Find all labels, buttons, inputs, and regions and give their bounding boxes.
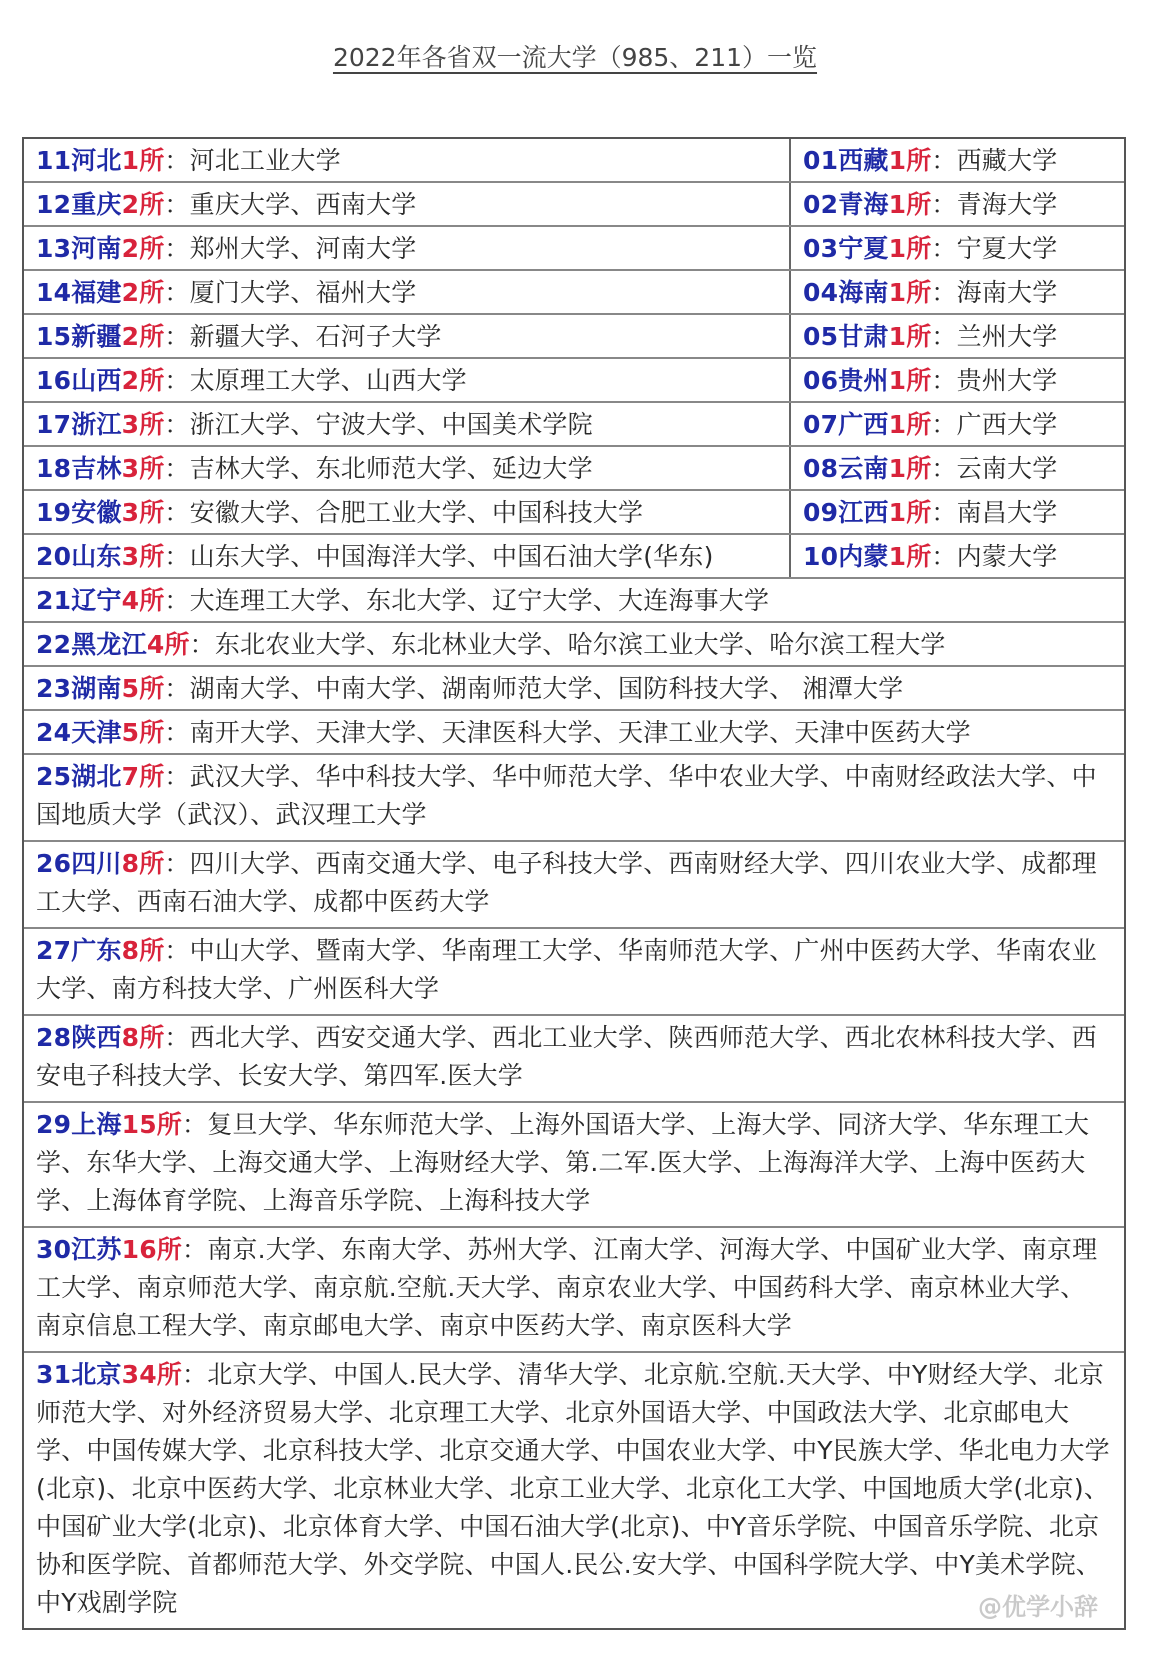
university-list: 厦门大学、福州大学 — [189, 278, 417, 307]
table-row — [24, 139, 1124, 181]
university-list: 内蒙大学 — [956, 542, 1058, 571]
university-list: 湖南大学、中南大学、湖南师范大学、国防科技大学、 湘潭大学 — [189, 674, 904, 703]
table-row — [24, 753, 1124, 840]
university-list: 重庆大学、西南大学 — [189, 190, 417, 219]
table-row — [24, 181, 1124, 225]
province-cell: 08云南1所：云南大学 — [803, 454, 1058, 483]
province-cell: 27广东8所：中山大学、暨南大学、华南理工大学、华南师范大学、广州中医药大学、华南农业大学、南方科技大学、广州医科大学 — [36, 936, 1097, 1003]
university-list: 复旦大学、华东师范大学、上海外国语大学、上海大学、同济大学、华东理工大学、东华大学、上海交通大学、上海财经大学、第.二军.医大学、上海海洋大学、上海中医药大学、上海体育学院、上海音乐学院、上海科技大学 — [36, 1110, 1090, 1215]
university-list: 广西大学 — [956, 410, 1058, 439]
page-title: 2022年各省双一流大学（985、211）一览 — [332, 43, 818, 72]
university-list: 太原理工大学、山西大学 — [189, 366, 467, 395]
province-cell: 11河北1所：河北工业大学 — [24, 139, 791, 181]
university-list: 西藏大学 — [956, 146, 1058, 175]
province-cell: 05甘肃1所：兰州大学 — [803, 322, 1058, 351]
table-row — [24, 1014, 1124, 1101]
table-row — [24, 1351, 1124, 1628]
table-row — [24, 357, 1124, 401]
university-list: 南京.大学、东南大学、苏州大学、江南大学、河海大学、中国矿业大学、南京理工大学、南京师范大学、南京航.空航.天大学、南京农业大学、中国药科大学、南京林业大学、南京信息工程大学、南京邮电大学、南京中医药大学、南京医科大学 — [36, 1235, 1098, 1340]
province-cell: 18吉林3所：吉林大学、东北师范大学、延边大学 — [24, 447, 791, 489]
province-cell: 21辽宁4所：大连理工大学、东北大学、辽宁大学、大连海事大学 — [36, 586, 770, 615]
university-list: 郑州大学、河南大学 — [189, 234, 417, 263]
university-list: 武汉大学、华中科技大学、华中师范大学、华中农业大学、中南财经政法大学、中国地质大学（武汉）、武汉理工大学 — [36, 762, 1097, 829]
table-row — [24, 225, 1124, 269]
university-list: 南昌大学 — [956, 498, 1058, 527]
province-cell: 24天津5所：南开大学、天津大学、天津医科大学、天津工业大学、天津中医药大学 — [36, 718, 971, 747]
table-row — [24, 577, 1124, 621]
province-cell: 12重庆2所：重庆大学、西南大学 — [24, 183, 791, 225]
province-cell: 07广西1所：广西大学 — [803, 410, 1058, 439]
table-row — [24, 445, 1124, 489]
university-list: 大连理工大学、东北大学、辽宁大学、大连海事大学 — [189, 586, 770, 615]
province-cell: 04海南1所：海南大学 — [803, 278, 1058, 307]
province-cell: 25湖北7所：武汉大学、华中科技大学、华中师范大学、华中农业大学、中南财经政法大学、中国地质大学（武汉）、武汉理工大学 — [36, 762, 1097, 829]
university-list: 北京大学、中国人.民大学、清华大学、北京航.空航.天大学、中Y财经大学、北京师范大学、对外经济贸易大学、北京理工大学、北京外国语大学、中国政法大学、北京邮电大学、中国传媒大学、北京科技大学、北京交通大学、中国农业大学、中Y民族大学、华北电力大学(北京)、北京中医药大学、北京林业大学、北京工业大学、北京化工大学、中国地质大学(北京)、中国矿业大学(北京)、北京体育大学、中国石油大学(北京)、中Y音乐学院、中国音乐学院、北京协和医学院、首都师范大学、外交学院、中国人.民公.安大学、中国科学院大学、中Y美术学院、中Y戏剧学院 — [36, 1360, 1110, 1617]
province-cell: 19安徽3所：安徽大学、合肥工业大学、中国科技大学 — [24, 491, 791, 533]
province-cell: 13河南2所：郑州大学、河南大学 — [24, 227, 791, 269]
university-list: 中山大学、暨南大学、华南理工大学、华南师范大学、广州中医药大学、华南农业大学、南方科技大学、广州医科大学 — [36, 936, 1097, 1003]
province-cell: 15新疆2所：新疆大学、石河子大学 — [24, 315, 791, 357]
province-cell: 16山西2所：太原理工大学、山西大学 — [24, 359, 791, 401]
university-list: 四川大学、西南交通大学、电子科技大学、西南财经大学、四川农业大学、成都理工大学、西南石油大学、成都中医药大学 — [36, 849, 1097, 916]
province-cell: 26四川8所：四川大学、西南交通大学、电子科技大学、西南财经大学、四川农业大学、成都理工大学、西南石油大学、成都中医药大学 — [36, 849, 1097, 916]
university-list: 浙江大学、宁波大学、中国美术学院 — [189, 410, 593, 439]
university-list: 吉林大学、东北师范大学、延边大学 — [189, 454, 593, 483]
university-list: 西北大学、西安交通大学、西北工业大学、陕西师范大学、西北农林科技大学、西安电子科技大学、长安大学、第四军.医大学 — [36, 1023, 1097, 1090]
province-cell: 29上海15所：复旦大学、华东师范大学、上海外国语大学、上海大学、同济大学、华东理工大学、东华大学、上海交通大学、上海财经大学、第.二军.医大学、上海海洋大学、上海中医药大学、上海体育学院、上海音乐学院、上海科技大学 — [36, 1110, 1090, 1215]
table-row — [24, 927, 1124, 1014]
province-cell: 09江西1所：南昌大学 — [803, 498, 1058, 527]
province-cell: 02青海1所：青海大学 — [803, 190, 1058, 219]
university-list: 山东大学、中国海洋大学、中国石油大学(华东) — [189, 542, 714, 571]
table-row — [24, 269, 1124, 313]
university-list: 东北农业大学、东北林业大学、哈尔滨工业大学、哈尔滨工程大学 — [214, 630, 946, 659]
university-list: 海南大学 — [956, 278, 1058, 307]
university-list: 河北工业大学 — [189, 146, 341, 175]
table-row — [24, 401, 1124, 445]
university-list: 安徽大学、合肥工业大学、中国科技大学 — [189, 498, 644, 527]
table-row — [24, 709, 1124, 753]
province-cell: 20山东3所：山东大学、中国海洋大学、中国石油大学(华东) — [24, 535, 791, 577]
watermark: @优学小辞 — [978, 1593, 1098, 1621]
province-cell: 03宁夏1所：宁夏大学 — [803, 234, 1058, 263]
province-cell: 06贵州1所：贵州大学 — [803, 366, 1058, 395]
table-row — [24, 489, 1124, 533]
university-list: 南开大学、天津大学、天津医科大学、天津工业大学、天津中医药大学 — [189, 718, 971, 747]
table-row — [24, 533, 1124, 577]
table-row — [24, 621, 1124, 665]
province-cell: 23湖南5所：湖南大学、中南大学、湖南师范大学、国防科技大学、 湘潭大学 — [36, 674, 904, 703]
university-list: 兰州大学 — [956, 322, 1058, 351]
province-cell: 17浙江3所：浙江大学、宁波大学、中国美术学院 — [24, 403, 791, 445]
table-row — [24, 1101, 1124, 1226]
table-row — [24, 840, 1124, 927]
table-row — [24, 665, 1124, 709]
university-list: 贵州大学 — [956, 366, 1058, 395]
province-cell: 28陕西8所：西北大学、西安交通大学、西北工业大学、陕西师范大学、西北农林科技大学、西安电子科技大学、长安大学、第四军.医大学 — [36, 1023, 1097, 1090]
table-row — [24, 1226, 1124, 1351]
province-cell: 14福建2所：厦门大学、福州大学 — [24, 271, 791, 313]
university-list: 云南大学 — [956, 454, 1058, 483]
university-list: 宁夏大学 — [956, 234, 1058, 263]
province-cell: 22黑龙江4所：东北农业大学、东北林业大学、哈尔滨工业大学、哈尔滨工程大学 — [36, 630, 946, 659]
table-row — [24, 313, 1124, 357]
university-list: 青海大学 — [956, 190, 1058, 219]
province-cell: 10内蒙1所：内蒙大学 — [803, 542, 1058, 571]
province-cell: 01西藏1所：西藏大学 — [803, 146, 1058, 175]
university-list: 新疆大学、石河子大学 — [189, 322, 442, 351]
province-cell: 30江苏16所：南京.大学、东南大学、苏州大学、江南大学、河海大学、中国矿业大学、南京理工大学、南京师范大学、南京航.空航.天大学、南京农业大学、中国药科大学、南京林业大学、南京信息工程大学、南京邮电大学、南京中医药大学、南京医科大学 — [36, 1235, 1098, 1340]
province-cell: 31北京34所：北京大学、中国人.民大学、清华大学、北京航.空航.天大学、中Y财经大学、北京师范大学、对外经济贸易大学、北京理工大学、北京外国语大学、中国政法大学、北京邮电大学、中国传媒大学、北京科技大学、北京交通大学、中国农业大学、中Y民族大学、华北电力大学(北京)、北京中医药大学、北京林业大学、北京工业大学、北京化工大学、中国地质大学(北京)、中国矿业大学(北京)、北京体育大学、中国石油大学(北京)、中Y音乐学院、中国音乐学院、北京协和医学院、首都师范大学、外交学院、中国人.民公.安大学、中国科学院大学、中Y美术学院、中Y戏剧学院 — [36, 1360, 1110, 1617]
university-table — [22, 137, 1126, 1630]
